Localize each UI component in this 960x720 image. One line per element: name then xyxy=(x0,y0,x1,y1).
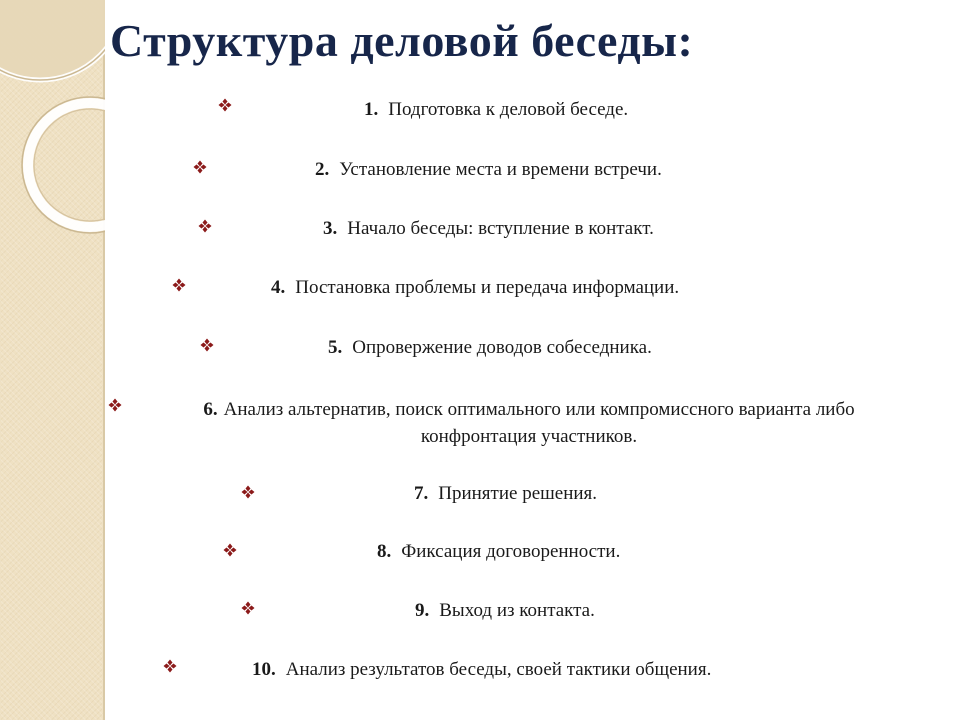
slide-title: Структура деловой беседы: xyxy=(110,15,694,66)
list-item xyxy=(414,483,597,505)
item-text: Принятие решения. xyxy=(438,483,598,504)
diamond-quad-icon xyxy=(218,98,232,112)
item-number: 3. xyxy=(323,218,338,239)
item-number: 8. xyxy=(377,541,392,562)
diamond-quad-icon xyxy=(193,160,207,174)
list-item xyxy=(377,541,620,563)
item-text: Выход из контакта. xyxy=(439,600,595,621)
list-item xyxy=(271,277,679,299)
item-number: 9. xyxy=(415,600,430,621)
list-item xyxy=(328,337,652,359)
list-item xyxy=(415,600,595,622)
item-text-continuation: конфронтация участников. xyxy=(420,426,638,447)
list-item xyxy=(110,396,948,450)
item-number: 5. xyxy=(328,337,343,358)
decorative-rings xyxy=(0,0,105,260)
diamond-quad-icon xyxy=(223,543,237,557)
diamond-quad-icon xyxy=(241,485,255,499)
item-number: 1. xyxy=(364,99,379,120)
list-item xyxy=(323,218,654,240)
list-item xyxy=(364,99,628,121)
item-text: Фиксация договоренности. xyxy=(401,541,621,562)
item-text: Анализ альтернатив, поиск оптимального или компромиссного варианта либо xyxy=(223,399,855,420)
item-text: Начало беседы: вступление в контакт. xyxy=(347,218,654,239)
diamond-quad-icon xyxy=(172,278,186,292)
list-item xyxy=(252,659,711,681)
item-text: Установление места и времени встречи. xyxy=(339,159,662,180)
item-number: 4. xyxy=(271,277,286,298)
item-text: Подготовка к деловой беседе. xyxy=(388,99,629,120)
item-number: 2. xyxy=(315,159,330,180)
item-text: Анализ результатов беседы, своей тактики общения. xyxy=(285,659,712,680)
item-number: 6. xyxy=(203,399,218,420)
item-number: 7. xyxy=(414,483,429,504)
diamond-quad-icon xyxy=(241,601,255,615)
item-text: Постановка проблемы и передача информации. xyxy=(295,277,680,298)
item-text: Опровержение доводов собеседника. xyxy=(352,337,652,358)
diamond-quad-icon xyxy=(198,219,212,233)
list-item xyxy=(315,159,662,181)
item-number: 10. xyxy=(252,659,276,680)
diamond-quad-icon xyxy=(200,338,214,352)
diamond-quad-icon xyxy=(163,659,177,673)
